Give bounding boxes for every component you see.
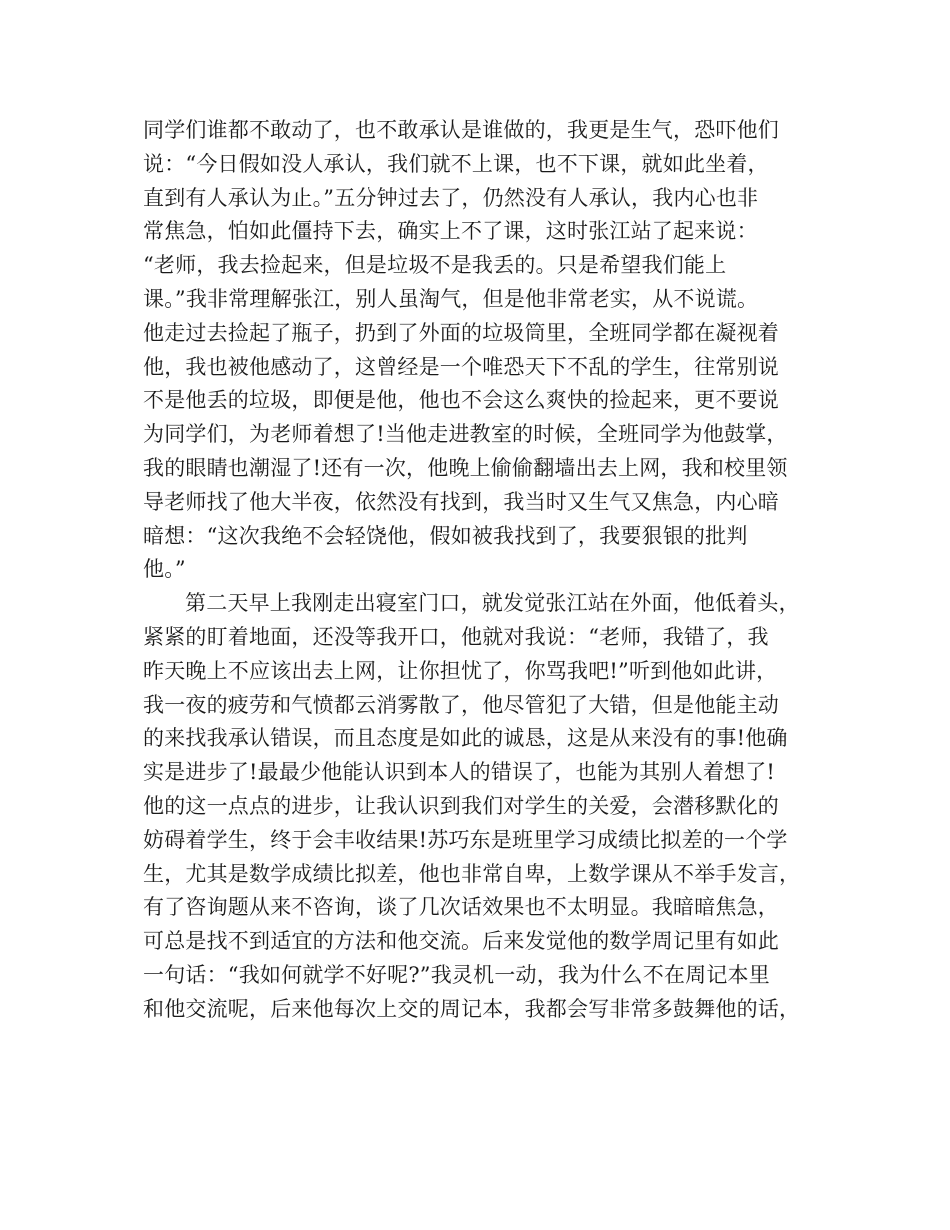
- text-line-10: 为同学们，为老师着想了!当他走进教室的时候，全班同学为他鼓掌，: [143, 422, 788, 447]
- text-line-2: 说：“今日假如没人承认，我们就不上课，也不下课，就如此坐着，: [143, 151, 769, 176]
- text-line-22: 妨碍着学生，终于会丰收结果!苏巧东是班里学习成绩比拟差的一个学: [143, 827, 788, 852]
- text-line-6: 课。”我非常理解张江，别人虽淘气，但是他非常老实，从不说谎。: [143, 286, 759, 311]
- text-line-13: 暗想：“这次我绝不会轻饶他，假如被我找到了，我要狠银的批判: [143, 523, 748, 548]
- text-line-5: “老师，我去捡起来，但是垃圾不是我丢的。只是希望我们能上: [143, 253, 727, 278]
- body-text: [143, 114, 808, 1027]
- text-line-19: 的来找我承认错误，而且态度是如此的诚恳，这是从来没有的事!他确: [143, 726, 788, 751]
- text-line-25: 可总是找不到适宜的方法和他交流。后来发觉他的数学周记里有如此: [143, 929, 779, 954]
- text-line-17: 昨天晚上不应该出去上网，让你担忧了，你骂我吧!”听到他如此讲，: [143, 658, 778, 683]
- text-line-20: 实是进步了!最最少他能认识到本人的错误了，也能为其别人着想了!: [143, 760, 776, 785]
- text-line-1: 同学们谁都不敢动了，也不敢承认是谁做的，我更是生气，恐吓他们: [143, 118, 779, 142]
- text-line-16: 紧紧的盯着地面，还没等我开口，他就对我说：“老师，我错了，我: [143, 624, 769, 649]
- text-line-24: 有了咨询题从来不咨询，谈了几次话效果也不太明显。我暗暗焦急，: [143, 895, 779, 920]
- text-line-26: 一句话：“我如何就学不好呢?”我灵机一动，我为什么不在周记本里: [143, 962, 770, 987]
- text-line-3: 直到有人承认为止。”五分钟过去了，仍然没有人承认，我内心也非: [143, 185, 759, 210]
- text-line-12: 导老师找了他大半夜，依然没有找到，我当时又生气又焦急，内心暗: [143, 489, 779, 514]
- paragraph-start-line: 第二天早上我刚走出寝室门口，就发觉张江站在外面，他低着头，: [185, 591, 800, 616]
- text-line-4: 常焦急，怕如此僵持下去，确实上不了课，这时张江站了起来说：: [143, 219, 758, 244]
- text-line-8: 他，我也被他感动了，这曾经是一个唯恐天下不乱的学生，往常别说: [143, 354, 779, 379]
- text-line-11: 我的眼睛也潮湿了!还有一次，他晚上偷偷翻墙出去上网，我和校里领: [143, 455, 788, 480]
- text-line-18: 我一夜的疲劳和气愤都云消雾散了，他尽管犯了大错，但是他能主动: [143, 692, 779, 717]
- text-line-21: 他的这一点点的进步，让我认识到我们对学生的关爱，会潜移默化的: [143, 793, 779, 818]
- text-line-23: 生，尤其是数学成绩比拟差，他也非常自卑，上数学课从不举手发言，: [143, 861, 801, 886]
- text-line-7: 他走过去捡起了瓶子，扔到了外面的垃圾筒里，全班同学都在凝视着: [143, 320, 779, 345]
- text-line-27: 和他交流呢，后来他每次上交的周记本，我都会写非常多鼓舞他的话，: [143, 996, 801, 1021]
- text-line-9: 不是他丢的垃圾，即便是他，他也不会这么爽快的捡起来，更不要说: [143, 388, 779, 413]
- text-line-14: 他。”: [143, 557, 186, 582]
